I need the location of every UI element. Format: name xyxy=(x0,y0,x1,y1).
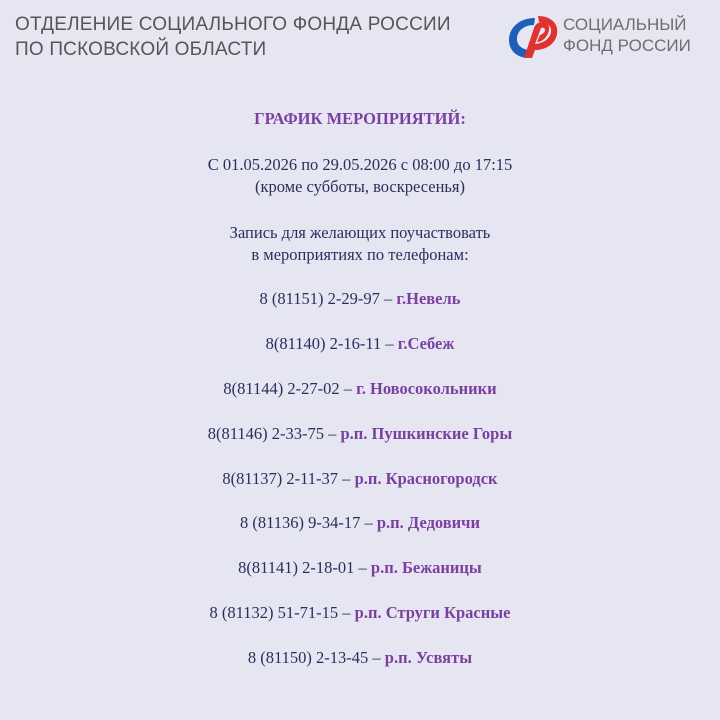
organization-name-line1: ОТДЕЛЕНИЕ СОЦИАЛЬНОГО ФОНДА РОССИИ xyxy=(15,14,451,35)
contact-row xyxy=(0,647,720,669)
contact-phone: 8(81144) 2-27-02 – xyxy=(223,379,357,398)
contact-place: р.п. Бежаницы xyxy=(370,558,482,577)
schedule-title: ГРАФИК МЕРОПРИЯТИЙ: xyxy=(254,109,466,128)
contact-row xyxy=(0,512,720,534)
contact-phone: 8(81141) 2-18-01 – xyxy=(238,558,371,577)
contact-phone: 8 (81136) 9-34-17 – xyxy=(239,513,377,532)
contact-place: р.п. Красногородск xyxy=(354,469,498,488)
contact-row xyxy=(0,288,720,310)
social-fund-logo xyxy=(505,12,691,62)
contact-phone: 8(81137) 2-11-37 – xyxy=(222,469,355,488)
contact-place: р.п. Дедовичи xyxy=(376,513,480,532)
contact-row xyxy=(0,468,720,490)
schedule-exceptions: (кроме субботы, воскресенья) xyxy=(254,177,466,196)
contact-row xyxy=(0,423,720,445)
contact-place: р.п. Усвяты xyxy=(384,648,473,667)
schedule-dates: С 01.05.2026 по 29.05.2026 с 08:00 до 17:15 xyxy=(207,155,513,174)
contact-phone: 8 (81132) 51-71-15 – xyxy=(209,603,355,622)
contact-row xyxy=(0,602,720,624)
contact-row xyxy=(0,557,720,579)
organization-name xyxy=(15,12,451,62)
contact-place: р.п. Пушкинские Горы xyxy=(340,424,513,443)
contact-place: р.п. Струги Красные xyxy=(354,603,511,622)
contact-phone: 8(81140) 2-16-11 – xyxy=(265,334,398,353)
contact-phone: 8 (81151) 2-29-97 – xyxy=(259,289,397,308)
signup-text-line2: в мероприятиях по телефонам: xyxy=(251,245,469,264)
logo-text-line1: СОЦИАЛЬНЫЙ xyxy=(563,15,687,34)
social-fund-logo-text xyxy=(563,14,691,56)
contact-row xyxy=(0,378,720,400)
signup-text-line1: Запись для желающих поучаствовать xyxy=(229,223,491,242)
organization-name-line2: ПО ПСКОВСКОЙ ОБЛАСТИ xyxy=(15,39,267,60)
contact-place: г.Себеж xyxy=(397,334,455,353)
social-fund-logo-icon xyxy=(505,12,561,62)
logo-text-line2: ФОНД РОССИИ xyxy=(563,36,691,55)
contact-place: г. Новосокольники xyxy=(356,379,497,398)
contact-phone: 8 (81150) 2-13-45 – xyxy=(247,648,385,667)
contact-place: г.Невель xyxy=(396,289,461,308)
contact-phone: 8(81146) 2-33-75 – xyxy=(207,424,341,443)
contact-row xyxy=(0,333,720,355)
